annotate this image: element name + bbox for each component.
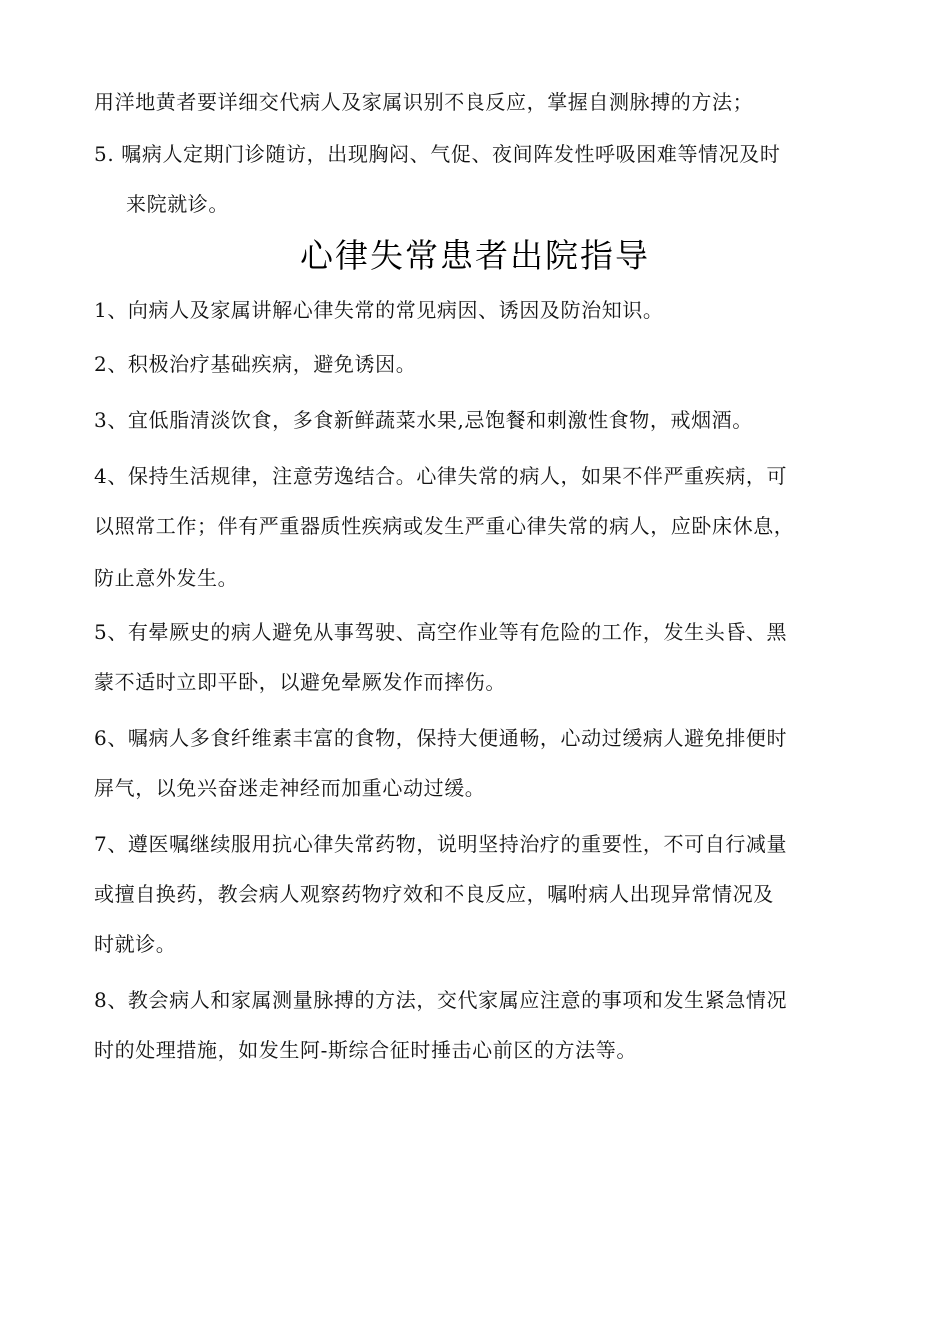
- list-item-line: 时的处理措施，如发生阿-斯综合征时捶击心前区的方法等。: [94, 1038, 637, 1062]
- list-item-line: 2、积极治疗基础疾病，避免诱因。: [94, 352, 417, 376]
- page-title: 心律失常患者出院指导: [300, 236, 650, 275]
- list-item-line: 防止意外发生。: [94, 566, 239, 590]
- continuation-line: 用洋地黄者要详细交代病人及家属识别不良反应，掌握自测脉搏的方法；: [94, 90, 754, 114]
- list-item-line: 1、向病人及家属讲解心律失常的常见病因、诱因及防治知识。: [94, 298, 664, 322]
- continuation-item-5-line-2: 来院就诊。: [126, 192, 229, 216]
- list-item-line: 8、教会病人和家属测量脉搏的方法，交代家属应注意的事项和发生紧急情况: [94, 988, 788, 1012]
- list-item-line: 蒙不适时立即平卧，以避免晕厥发作而摔伤。: [94, 670, 506, 694]
- list-item-line: 或擅自换药，教会病人观察药物疗效和不良反应，嘱咐病人出现异常情况及: [94, 882, 774, 906]
- list-item-line: 3、宜低脂清淡饮食，多食新鲜蔬菜水果,忌饱餐和刺激性食物，戒烟酒。: [94, 408, 753, 432]
- list-item-line: 7、遵医嘱继续服用抗心律失常药物，说明坚持治疗的重要性，不可自行减量: [94, 832, 788, 856]
- list-item-line: 时就诊。: [94, 932, 177, 956]
- list-item-line: 6、嘱病人多食纤维素丰富的食物，保持大便通畅，心动过缓病人避免排便时: [94, 726, 788, 750]
- continuation-item-5-line-1: 5. 嘱病人定期门诊随访，出现胸闷、气促、夜间阵发性呼吸困难等情况及时: [94, 142, 781, 166]
- list-item-line: 以照常工作；伴有严重器质性疾病或发生严重心律失常的病人，应卧床休息，: [94, 514, 795, 538]
- list-item-line: 4、保持生活规律，注意劳逸结合。心律失常的病人，如果不伴严重疾病，可: [94, 464, 788, 488]
- list-item-line: 5、有晕厥史的病人避免从事驾驶、高空作业等有危险的工作，发生头昏、黑: [94, 620, 788, 644]
- list-item-line: 屏气，以免兴奋迷走神经而加重心动过缓。: [94, 776, 486, 800]
